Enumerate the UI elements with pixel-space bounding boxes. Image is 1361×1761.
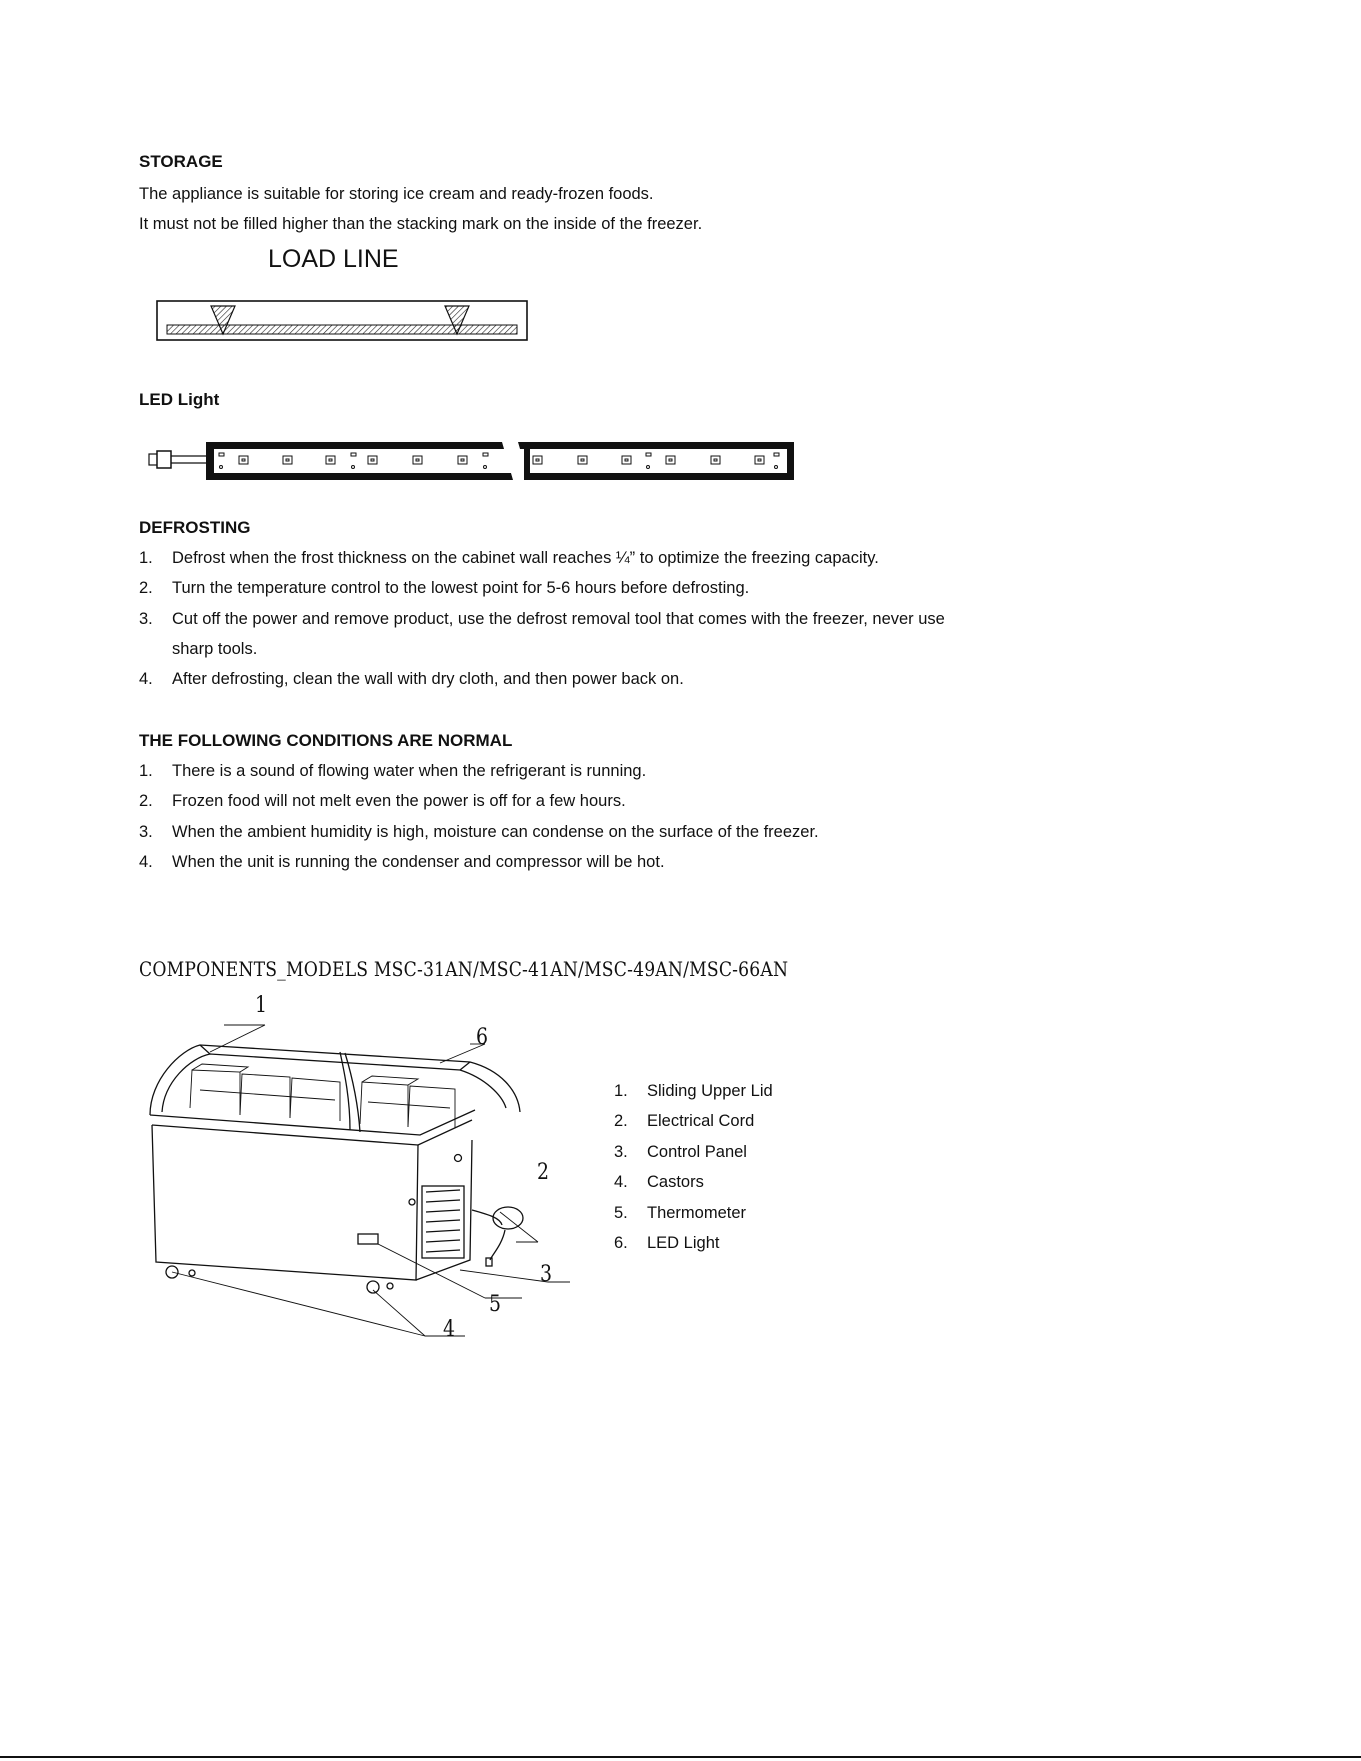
callout-1: 1 <box>255 993 268 1018</box>
storage-heading: STORAGE <box>139 152 223 171</box>
defrost-num-4: 4. <box>139 670 153 688</box>
normal-num-1: 1. <box>139 762 153 780</box>
led-strip-diagram <box>146 438 796 484</box>
defrost-text-2: Turn the temperature control to the lowest point for 5-6 hours before defrosting. <box>172 579 750 597</box>
normal-text-1: There is a sound of flowing water when the refrigerant is running. <box>172 762 647 780</box>
part-num-3: 3. <box>614 1143 628 1161</box>
normal-heading: THE FOLLOWING CONDITIONS ARE NORMAL <box>139 731 513 750</box>
callout-5: 5 <box>489 1292 502 1317</box>
led-heading: LED Light <box>139 390 220 409</box>
freezer-diagram <box>140 990 570 1350</box>
normal-text-4: When the unit is running the condenser and compressor will be hot. <box>172 853 665 871</box>
storage-line-2: It must not be filled higher than the stacking mark on the inside of the freezer. <box>139 215 703 233</box>
defrost-num-2: 2. <box>139 579 153 597</box>
callout-6: 6 <box>476 1025 489 1050</box>
defrost-num-1: 1. <box>139 549 153 567</box>
part-name-5: Thermometer <box>647 1204 747 1222</box>
part-name-1: Sliding Upper Lid <box>647 1082 773 1100</box>
normal-num-3: 3. <box>139 823 153 841</box>
normal-text-2: Frozen food will not melt even the power is off for a few hours. <box>172 792 626 810</box>
part-name-4: Castors <box>647 1173 704 1191</box>
part-num-6: 6. <box>614 1234 628 1252</box>
callout-3: 3 <box>540 1262 553 1287</box>
normal-num-4: 4. <box>139 853 153 871</box>
defrost-num-3: 3. <box>139 610 153 628</box>
defrost-text-3-cont: sharp tools. <box>172 640 258 658</box>
part-name-2: Electrical Cord <box>647 1112 755 1130</box>
bottom-divider <box>0 1756 1361 1758</box>
defrost-text-3: Cut off the power and remove product, use the defrost removal tool that comes with the freezer, never use <box>172 610 945 628</box>
part-name-6: LED Light <box>647 1234 720 1252</box>
load-line-label: LOAD LINE <box>268 245 399 273</box>
part-num-1: 1. <box>614 1082 628 1100</box>
callout-2: 2 <box>537 1160 550 1185</box>
components-title: COMPONENTS_MODELS MSC-31AN/MSC-41AN/MSC-49AN/MSC-66AN <box>139 957 789 981</box>
normal-text-3: When the ambient humidity is high, moisture can condense on the surface of the freezer. <box>172 823 819 841</box>
part-num-5: 5. <box>614 1204 628 1222</box>
load-line-diagram <box>155 298 531 344</box>
defrost-text-4: After defrosting, clean the wall with dry cloth, and then power back on. <box>172 670 684 688</box>
defrosting-heading: DEFROSTING <box>139 518 251 537</box>
defrost-text-1: Defrost when the frost thickness on the cabinet wall reaches ¼” to optimize the freezing capacity. <box>172 549 879 567</box>
part-num-4: 4. <box>614 1173 628 1191</box>
part-name-3: Control Panel <box>647 1143 747 1161</box>
normal-num-2: 2. <box>139 792 153 810</box>
callout-4: 4 <box>443 1317 456 1342</box>
storage-line-1: The appliance is suitable for storing ice cream and ready-frozen foods. <box>139 185 654 203</box>
part-num-2: 2. <box>614 1112 628 1130</box>
